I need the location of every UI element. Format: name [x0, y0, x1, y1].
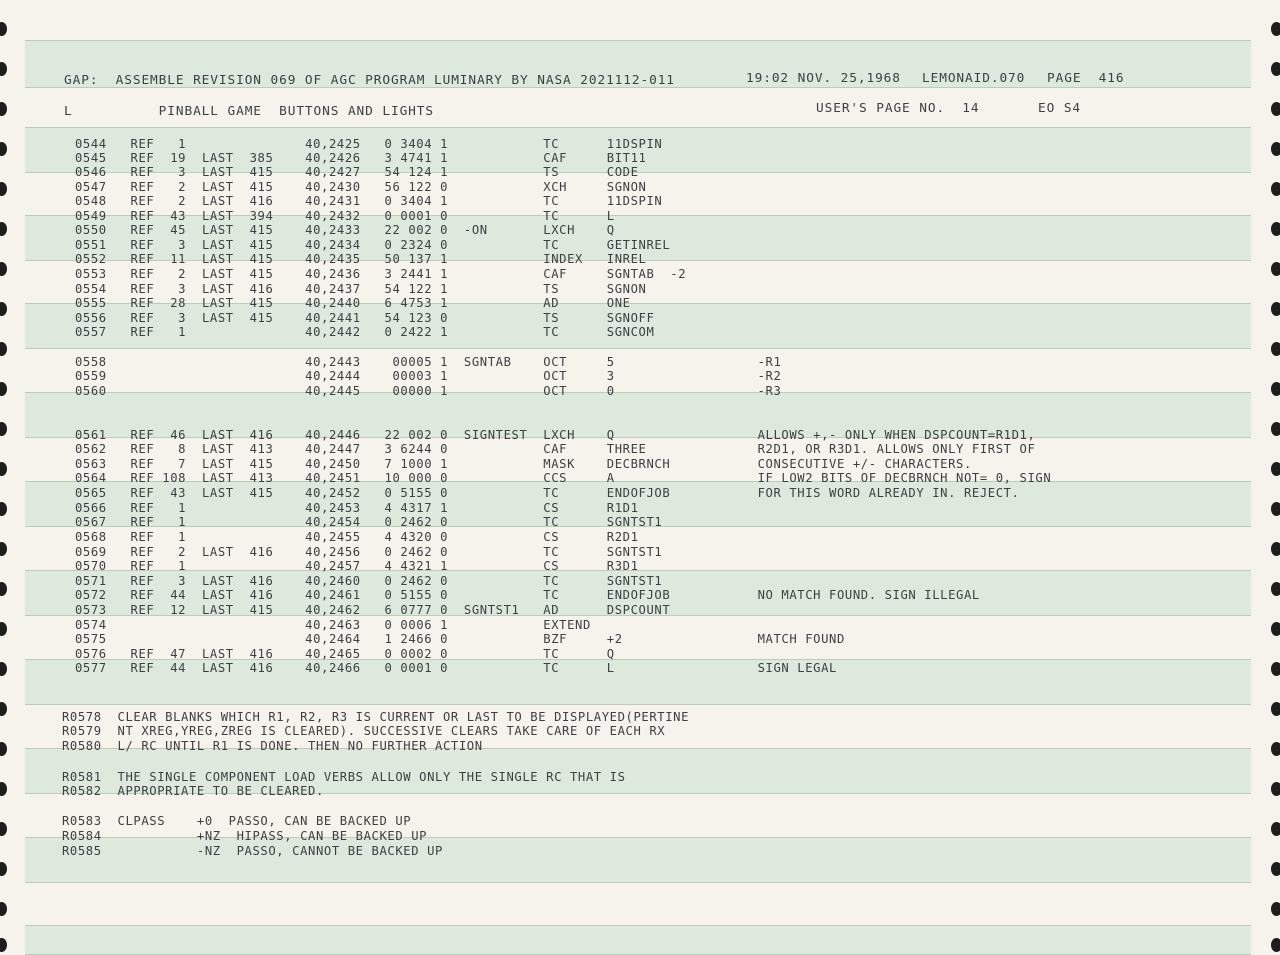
perforation-hole	[1271, 902, 1280, 916]
listing-line: 0560 40,2445 00000 1 OCT 0 -R3	[75, 384, 782, 398]
perforation-hole	[1271, 302, 1280, 316]
perforation-hole	[1271, 938, 1280, 952]
perforation-hole	[1271, 102, 1280, 116]
perforation-hole	[0, 22, 7, 36]
perforation-hole	[0, 742, 7, 756]
print-timestamp: 19:02 NOV. 25,1968	[746, 71, 901, 86]
perforation-hole	[1271, 22, 1280, 36]
remark-line: R0583 CLPASS +0 PASSO, CAN BE BACKED UP	[62, 814, 412, 828]
remark-line: R0582 APPROPRIATE TO BE CLEARED.	[62, 784, 324, 798]
listing-line: 0563 REF 7 LAST 415 40,2450 7 1000 1 MASK DECBRNCH CONSECUTIVE +/- CHARACTERS.	[75, 457, 972, 471]
listing-line: 0569 REF 2 LAST 416 40,2456 0 2462 0 TC SGNTST1	[75, 545, 663, 559]
listing-line: 0567 REF 1 40,2454 0 2462 0 TC SGNTST1	[75, 515, 663, 529]
perforation-hole	[1271, 782, 1280, 796]
perforation-hole	[0, 222, 7, 236]
perforation-hole	[1271, 142, 1280, 156]
remark-line: R0580 L/ RC UNTIL R1 IS DONE. THEN NO FURTHER ACTION	[62, 739, 483, 753]
perforation-hole	[1271, 542, 1280, 556]
listing-line: 0553 REF 2 LAST 415 40,2436 3 2441 1 CAF SGNTAB -2	[75, 267, 687, 281]
listing-line: 0577 REF 44 LAST 416 40,2466 0 0001 0 TC L SIGN LEGAL	[75, 661, 837, 675]
perforation-hole	[0, 622, 7, 636]
perforation-hole	[0, 422, 7, 436]
perforation-hole	[1271, 422, 1280, 436]
perforation-hole	[0, 502, 7, 516]
perforation-hole	[0, 902, 7, 916]
listing-title: GAP: ASSEMBLE REVISION 069 OF AGC PROGRAM LUMINARY BY NASA 2021112-011	[64, 73, 675, 88]
listing-line: 0549 REF 43 LAST 394 40,2432 0 0001 0 TC L	[75, 209, 615, 223]
listing-line: 0557 REF 1 40,2442 0 2422 1 TC SGNCOM	[75, 325, 655, 339]
listing-line: 0555 REF 28 LAST 415 40,2440 6 4753 1 AD ONE	[75, 296, 631, 310]
listing-line: 0575 40,2464 1 2466 0 BZF +2 MATCH FOUND	[75, 632, 845, 646]
perforation-hole	[0, 62, 7, 76]
listing-line: 0550 REF 45 LAST 415 40,2433 22 002 0 -ON LXCH Q	[75, 223, 615, 237]
listing-line: 0562 REF 8 LAST 413 40,2447 3 6244 0 CAF THREE R2D1, OR R3D1. ALLOWS ONLY FIRST OF	[75, 442, 1036, 456]
perforation-hole	[1271, 862, 1280, 876]
perforation-hole	[1271, 622, 1280, 636]
remark-line: R0584 +NZ HIPASS, CAN BE BACKED UP	[62, 829, 428, 843]
perforation-hole	[1271, 462, 1280, 476]
listing-line: 0554 REF 3 LAST 416 40,2437 54 122 1 TS SGNON	[75, 282, 647, 296]
perforation-hole	[1271, 262, 1280, 276]
perforation-hole	[0, 822, 7, 836]
perforation-hole	[0, 182, 7, 196]
listing-line: 0576 REF 47 LAST 416 40,2465 0 0002 0 TC Q	[75, 647, 615, 661]
perforation-hole	[0, 382, 7, 396]
listing-line: 0561 REF 46 LAST 416 40,2446 22 002 0 SIGNTEST LXCH Q ALLOWS +,- ONLY WHEN DSPCOUNT=R1D1,	[75, 428, 1036, 442]
user-page-number: USER'S PAGE NO. 14	[816, 101, 980, 116]
perforation-hole	[1271, 382, 1280, 396]
perforation-hole	[0, 782, 7, 796]
perforation-hole	[0, 702, 7, 716]
section-title: L PINBALL GAME BUTTONS AND LIGHTS	[64, 104, 434, 119]
perforation-hole	[1271, 662, 1280, 676]
listing-line: 0551 REF 3 LAST 415 40,2434 0 2324 0 TC GETINREL	[75, 238, 671, 252]
listing-line: 0573 REF 12 LAST 415 40,2462 6 0777 0 SGNTST1 AD DSPCOUNT	[75, 603, 671, 617]
source-file: LEMONAID.070	[922, 71, 1026, 86]
listing-line: 0565 REF 43 LAST 415 40,2452 0 5155 0 TC ENDOFJOB FOR THIS WORD ALREADY IN. REJECT.	[75, 486, 1020, 500]
perforation-hole	[1271, 822, 1280, 836]
remark-line: R0585 -NZ PASSO, CANNOT BE BACKED UP	[62, 844, 443, 858]
perforation-hole	[0, 462, 7, 476]
perforation-hole	[0, 262, 7, 276]
listing-line: 0571 REF 3 LAST 416 40,2460 0 2462 0 TC SGNTST1	[75, 574, 663, 588]
listing-line: 0556 REF 3 LAST 415 40,2441 54 123 0 TS SGNOFF	[75, 311, 655, 325]
perforation-hole	[1271, 582, 1280, 596]
listing-line: 0547 REF 2 LAST 415 40,2430 56 122 0 XCH SGNON	[75, 180, 647, 194]
listing-line: 0570 REF 1 40,2457 4 4321 1 CS R3D1	[75, 559, 639, 573]
listing-line: 0548 REF 2 LAST 416 40,2431 0 3404 1 TC 11DSPIN	[75, 194, 663, 208]
remark-line: R0579 NT XREG,YREG,ZREG IS CLEARED). SUCCESSIVE CLEARS TAKE CARE OF EACH RX	[62, 724, 666, 738]
remark-line: R0581 THE SINGLE COMPONENT LOAD VERBS ALLOW ONLY THE SINGLE RC THAT IS	[62, 770, 626, 784]
perforation-hole	[0, 582, 7, 596]
page-number: PAGE 416	[1047, 71, 1125, 86]
listing-line: 0572 REF 44 LAST 416 40,2461 0 5155 0 TC ENDOFJOB NO MATCH FOUND. SIGN ILLEGAL	[75, 588, 980, 602]
perforation-hole	[0, 938, 7, 952]
perforation-hole	[1271, 342, 1280, 356]
perforation-hole	[0, 662, 7, 676]
remark-line: R0578 CLEAR BLANKS WHICH R1, R2, R3 IS CURRENT OR LAST TO BE DISPLAYED(PERTINE	[62, 710, 690, 724]
perforation-hole	[1271, 742, 1280, 756]
green-bar	[25, 925, 1251, 955]
perforation-hole	[0, 102, 7, 116]
perforation-hole	[1271, 182, 1280, 196]
listing-line: 0568 REF 1 40,2455 4 4320 0 CS R2D1	[75, 530, 639, 544]
listing-line: 0544 REF 1 40,2425 0 3404 1 TC 11DSPIN	[75, 137, 663, 151]
listing-line: 0552 REF 11 LAST 415 40,2435 50 137 1 INDEX INREL	[75, 252, 647, 266]
eo-marker: EO S4	[1038, 101, 1082, 116]
perforation-hole	[1271, 702, 1280, 716]
listing-line: 0566 REF 1 40,2453 4 4317 1 CS R1D1	[75, 501, 639, 515]
perforation-hole	[0, 862, 7, 876]
perforation-hole	[0, 342, 7, 356]
perforation-hole	[1271, 62, 1280, 76]
listing-line: 0546 REF 3 LAST 415 40,2427 54 124 1 TS CODE	[75, 165, 639, 179]
perforation-hole	[0, 542, 7, 556]
listing-line: 0545 REF 19 LAST 385 40,2426 3 4741 1 CAF BIT11	[75, 151, 647, 165]
listing-line: 0558 40,2443 00005 1 SGNTAB OCT 5 -R1	[75, 355, 782, 369]
perforation-hole	[1271, 502, 1280, 516]
perforation-hole	[0, 302, 7, 316]
listing-line: 0559 40,2444 00003 1 OCT 3 -R2	[75, 369, 782, 383]
listing-line: 0564 REF 108 LAST 413 40,2451 10 000 0 CCS A IF LOW2 BITS OF DECBRNCH NOT= 0, SIGN	[75, 471, 1052, 485]
perforation-hole	[1271, 222, 1280, 236]
listing-line: 0574 40,2463 0 0006 1 EXTEND	[75, 618, 591, 632]
perforation-hole	[0, 142, 7, 156]
